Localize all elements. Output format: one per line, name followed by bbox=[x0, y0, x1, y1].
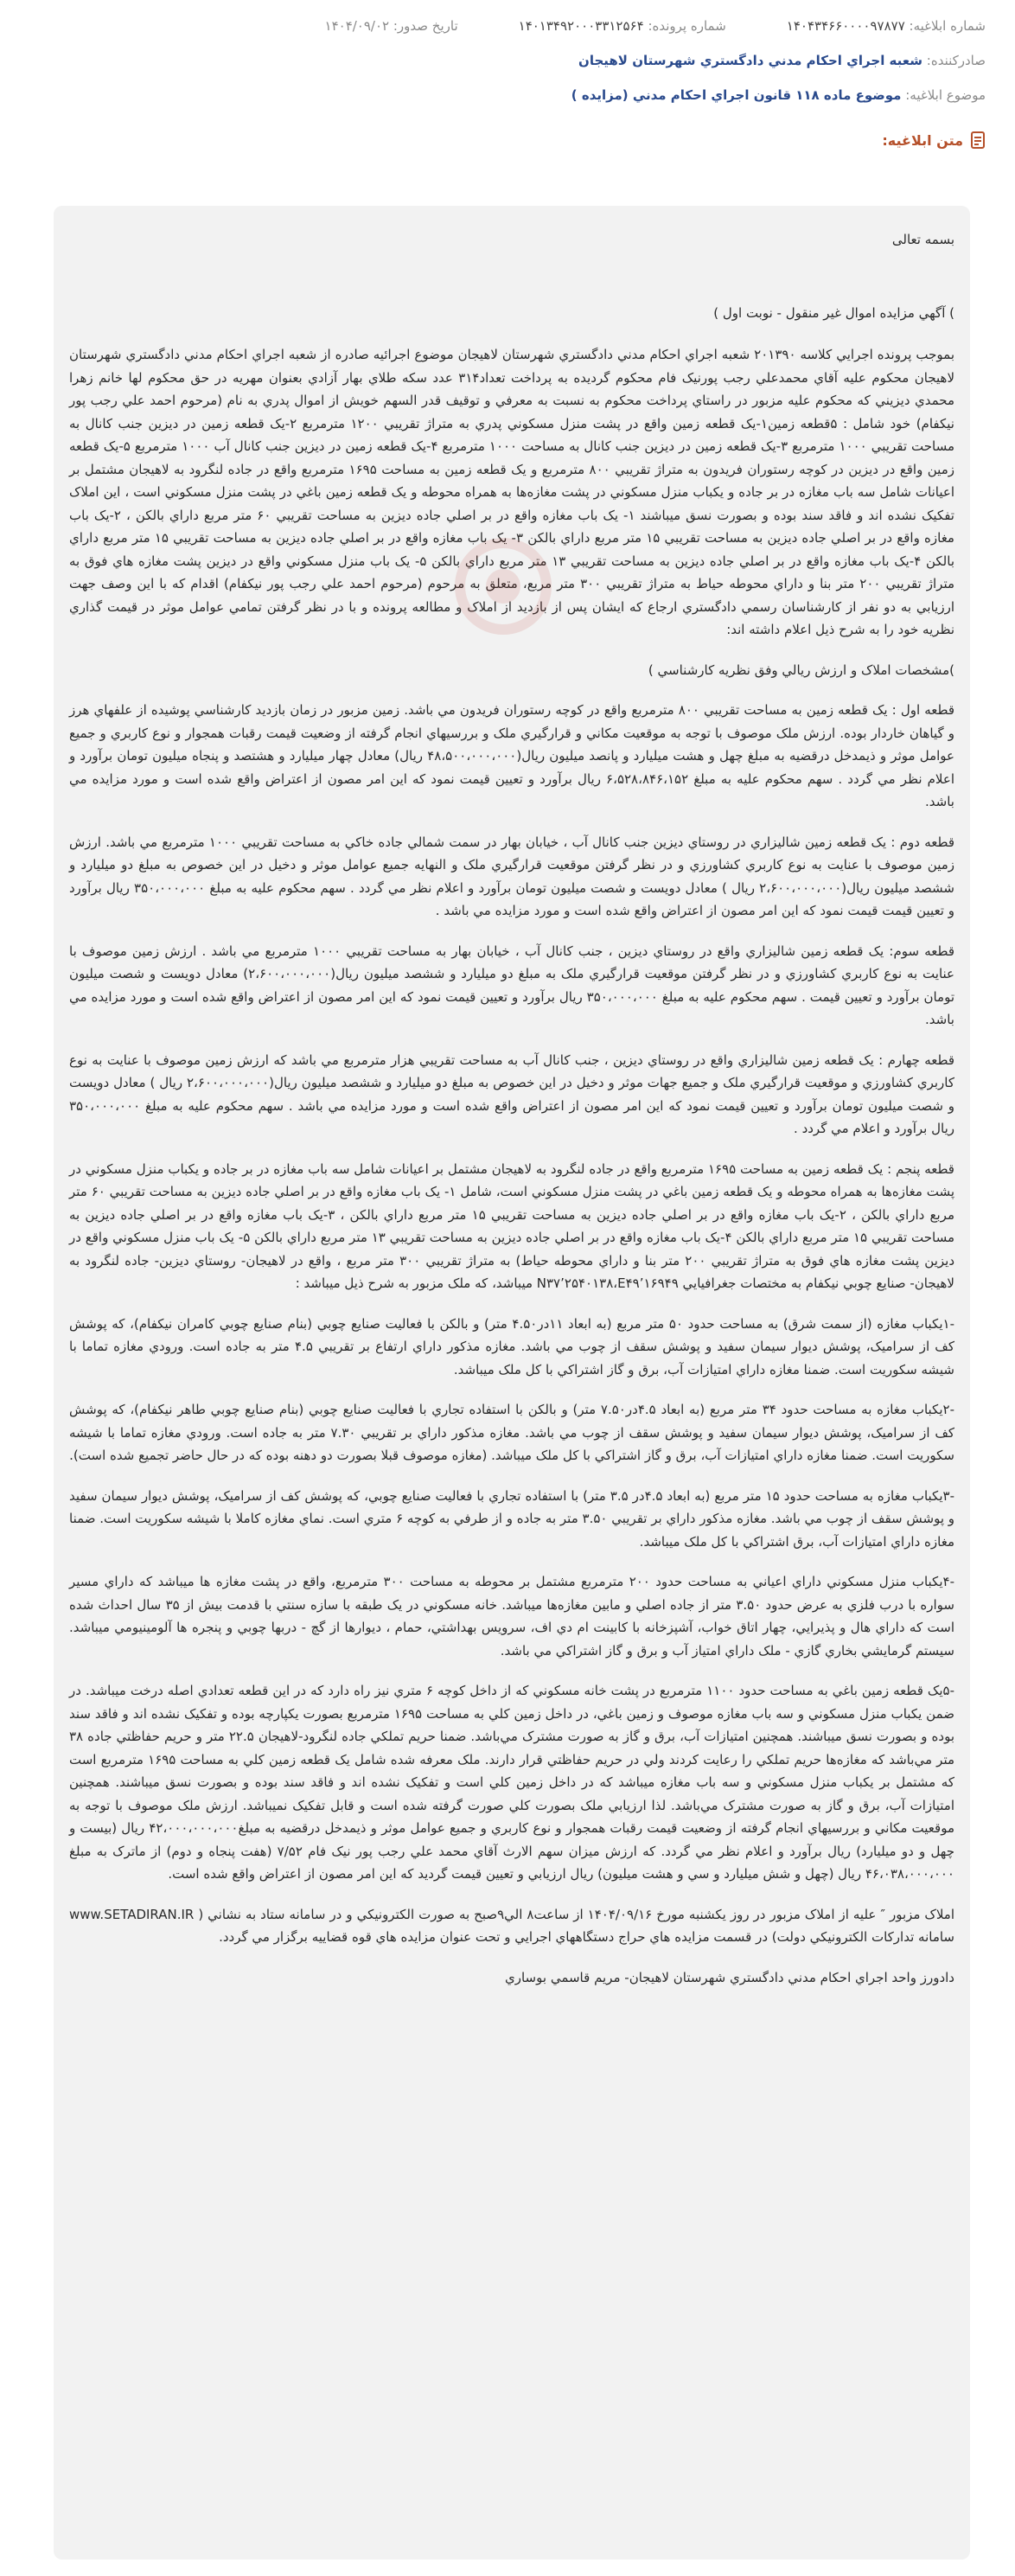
issuer-row bbox=[29, 50, 986, 71]
notice-number bbox=[787, 16, 986, 36]
subject-label: موضوع ابلاغیه: bbox=[905, 87, 986, 103]
issue-date-label: تاریخ صدور: bbox=[393, 18, 458, 34]
emblem-watermark-icon bbox=[451, 534, 555, 638]
shop-2-paragraph: -۲يکباب مغازه به مساحت حدود ۳۴ متر مربع (به ابعاد ۴.۵در۷.۵۰ متر) و بالکن با استفاده تجاري با فعاليت صنايع چوبي (بنام صنايع چوبي طاهر نيکفام)، که پوشش کف از سراميک، پوشش ديوار سيمان سفيد و پوشش سقف از چوب مي باشد. مغازه مذکور داراي بر تقريبي ۷.۳۰ متر به جاده است. ورودي مغازه تماما با شيشه سکوريت است. ضمنا مغازه داراي امتيازات آب، برق و گاز اشتراکي با کل ملک ميباشد. (مغازه موصوف قبلا بصورت دو دهنه بوده که در حال حاضر تجميع شده است). bbox=[69, 1402, 954, 1463]
subject-row bbox=[29, 85, 986, 105]
subject-value: موضوع ماده ۱۱۸ قانون اجراي احکام مدني (مزايده ) bbox=[571, 87, 902, 103]
parcel-4-paragraph: قطعه چهارم : يک قطعه زمين شاليزاري واقع در روستاي ديزين ، جنب کانال آب به مساحت تقريبي هزار مترمربع مي باشد که ارزش زمين موصوف با عنايت به نوع کاربري کشاورزي و موقعيت قرارگيري ملک و جميع جهات موثر و دخيل در اين خصوص به مبلغ دو ميليارد و ششصد ميليون ريال(۲،۶۰۰،۰۰۰،۰۰۰ ريال ) معادل دويست و شصت ميليون تومان برآورد و تعيين قيمت نمود که اين امر مصون از اعتراض واقع شده است و مورد مزايده مي باشد . سهم محکوم عليه به مبلغ ۳۵۰،۰۰۰،۰۰۰ ريال برآورد و اعلام مي گردد . bbox=[69, 1051, 954, 1136]
notice-header bbox=[0, 0, 1015, 105]
document-icon bbox=[970, 131, 986, 149]
shop-3-paragraph: -۳يکباب مغازه به مساحت حدود ۱۵ متر مربع (به ابعاد ۴.۵در ۳.۵ متر) با استفاده تجاري با فعاليت صنايع چوبي، که پوشش کف از سراميک، پوشش ديوار سيمان سفيد و پوشش سقف از چوب مي باشد. مغازه مذکور داراي بر تقريبي ۳.۵۰ متر به جاده و از طرفي به کوچه ۶ متري است. نماي مغازه کاملا با شيشه سکوريت است. ضمنا مغازه داراي امتيازات آب، برق اشتراکي با کل ملک ميباشد. bbox=[69, 1487, 955, 1550]
notice-number-label: شماره ابلاغیه: bbox=[909, 18, 986, 34]
issuer-value: شعبه اجراي احکام مدني دادگستري شهرستان لاهيجان bbox=[578, 53, 922, 68]
garden-paragraph: -۵يک قطعه زمين باغي به مساحت حدود ۱۱۰۰ مترمربع در پشت خانه مسکوني که از داخل کوچه ۶ متري نيز راه دارد که در اين قطعه تعدادي اصله درخت ميباشد. در ضمن يکباب منزل مسکوني و سه باب مغازه موصوف و زمين باغي، در داخل زمين کلي به مساحت ۱۶۹۵ مترمربع بصورت يکپارچه بوده و تفکيک نشده اند و فاقد سند بوده و بصورت نسق ميباشند. همچنين امتيازات آب، برق و گاز به صورت مشترک مي‌باشد. ضمنا حريم تملکي جاده لنگرود-لاهيجان ۲۲.۵ متر و حريم حفاظتي جاده ۳۸ متر مي‌باشد که مغازه‌ها حريم تملکي را رعايت کردند ولي در حريم حفاظتي قرار دارند. ملک معرفه شده شامل يک قطعه زمين کلي به مساحت ۱۶۹۵ مترمربع است که مشتمل بر يکباب منزل مسکوني و سه باب مغازه ميباشد که در داخل زمين کلي است و تفکيک نشده اند و فاقد سند بوده و بصورت نسق ميباشند. همچنين امتيازات آب، برق و گاز به صورت مشترک مي‌باشد. لذا ارزيابي ملک بصورت کلي صورت گرفته شده است و قابل تفکيک نميباشد. ارزش ملک موصوف با توجه به موقعيت مکاني و بررسيهاي انجام گرفته از وضعيت قيمت رقبات همجوار و نوع کاربري و جميع عوامل موثر و ذيمدخل درقضيه به مبلغ۴۲،۰۰۰،۰۰۰،۰۰۰ ريال (بيست و چهل و دو ميليارد) ريال برآورد و اعلام نظر مي گردد. که ارزش ميزان سهم الارث آقاي محمد علي رجب پور نيک فام ۷/۵۲ (هفت پنجاه و دوم) از ماترک به مبلغ ۴۶،۰۳۸،۰۰۰،۰۰۰ ريال (چهل و شش ميليارد و سي و هشت ميليون) ريال ارزيابي و تعيين قيمت گرديد که اين امر مصون از اعتراض واقع شده است. bbox=[69, 1683, 955, 1882]
case-number-label: شماره پرونده: bbox=[648, 18, 726, 34]
auction-schedule-paragraph: املاک مزبور ″ عليه از املاک مزبور در روز يکشنبه مورخ ۱۴۰۴/۰۹/۱۶ از ساعت۸ الي۹صبح به صورت الکترونيکي و در سامانه ستاد به نشاني ( www.SETADIRAN.IR سامانه تدارکات الکترونيکي دولت) در قسمت مزايده هاي حراج دستگاههاي اجرايي و تحت عنوان مزايده هاي قوه قضاييه برگزار مي گردد. bbox=[69, 1906, 954, 1945]
parcel-1-paragraph: قطعه اول : يک قطعه زمين به مساحت تقريبي ۸۰۰ مترمربع واقع در کوچه رستوران فريدون مي باشد. زمين مزبور در زمان بازديد کارشناسي پوشيده از علفهاي هرز و گياهان خاردار بوده. ارزش ملک موصوف با توجه به موقعيت مکاني و قرارگيري ملک و بررسيهاي انجام گرفته از وضعيت قيمت رقبات همجوار و نوع کاربري و جميع عوامل موثر و ذيمدخل درقضيه به مبلغ چهل و هشت ميليارد و پانصد ميليون ريال(۴۸،۵۰۰،۰۰۰،۰۰۰ ريال) معادل چهار ميليارد و هشتصد و پنجاه ميليون تومان برآورد و اعلام نظر مي گردد . سهم محکوم عليه به مبلغ ۶،۵۲۸،۸۴۶،۱۵۲ ريال برآورد و تعيين قيمت نمود که اين امر مصون از اعتراض واقع شده است و مورد مزايده مي باشد. bbox=[69, 702, 954, 809]
issue-date bbox=[325, 16, 458, 36]
spec-title: )مشخصات املاک و ارزش ريالي وفق نظريه کارشناسي ) bbox=[648, 662, 954, 678]
case-number-value: ۱۴۰۱۳۴۹۲۰۰۰۳۳۱۲۵۶۴ bbox=[518, 18, 644, 34]
issue-date-value: ۱۴۰۴/۰۹/۰۲ bbox=[324, 18, 390, 34]
shop-1-paragraph: -۱يکباب مغازه (از سمت شرق) به مساحت حدود ۵۰ متر مربع (به ابعاد ۱۱در۴.۵۰ متر) و بالکن با فعاليت صنايع چوبي (بنام صنايع چوبي کامران نيکفام)، که پوشش کف از سراميک، پوشش ديوار سيمان سفيد و پوشش سقف از چوب مي باشد. مغازه مذکور داراي ارتفاع بر تقريبي ۴.۵ متر به جاده است. ورودي مغازه تماما با شيشه سکوريت است. ضمنا مغازه داراي امتيازات آب، برق و گاز اشتراکي با کل ملک ميباشد. bbox=[69, 1315, 955, 1377]
parcel-2-paragraph: قطعه دوم : يک قطعه زمين شاليزاري در روستاي ديزين جنب کانال آب ، خيابان بهار در سمت شمالي جاده خاکي به مساحت تقريبي ۱۰۰۰ مترمربع مي باشد. ارزش زمين موصوف با عنايت به نوع کاربري کشاورزي و در نظر گرفتن موقعيت قرارگيري ملک و النهايه جميع عوامل موثر و دخيل در اين خصوص به مبلغ دو ميليارد و ششصد ميليون ريال(۲،۶۰۰،۰۰۰،۰۰۰ ريال ) معادل دويست و شصت ميليون تومان برآورد و اعلام نظر مي گردد . سهم محکوم عليه به مبلغ ۳۵۰،۰۰۰،۰۰۰ ريال برآورد و تعيين قيمت قيمت نمود که اين امر مصون از اعتراض واقع شده است و مورد مزايده مي باشد . bbox=[69, 834, 954, 918]
issuer-label: صادرکننده: bbox=[926, 53, 986, 68]
parcel-5-paragraph: قطعه پنجم : يک قطعه زمين به مساحت ۱۶۹۵ مترمربع واقع در جاده لنگرود به لاهيجان مشتمل بر اعيانات شامل سه باب مغازه در بر جاده و يکباب منزل مسکوني در پشت مغازه‌ها به همراه محوطه و يک قطعه زمين باغي در پشت منزل مسکوني است، شامل ۱- يک باب مغازه واقع در بر اصلي جاده ديزين به مساحت تقريبي ۶۰ متر مربع داراي بالکن ، ۲-يک باب مغازه واقع در بر اصلي جاده ديزين به مساحت تقريبي ۱۵ متر مربع داراي بالکن ، ۳-يک باب مغازه واقع در بر اصلي جاده ديزين به مساحت تقريبي ۱۵ متر مربع داراي بالکن ۴-يک باب مغازه واقع در بر اصلي جاده ديزين به مساحت تقريبي ۱۳ متر مربع داراي بالکن ۵- يک باب منزل مسکوني واقع در ديزين پشت مغازه هاي فوق به متراژ تقريبي ۲۰۰ متر بنا و داراي محوطه حياط) به متراژ تقريبي ۳۰۰ متر مربع ، واقع در لاهيجان- روستاي ديزين- جاده لنگرود به لاهيجان- صنايع چوبي نيکفام به مختصات جغرافيايي N۳۷٬۲۵۴۰۱۳۸،E۴۹٬۱۶۹۴۹ ميباشد، که ملک مزبور به شرح ذيل ميباشد : bbox=[69, 1160, 955, 1291]
case-number bbox=[519, 16, 726, 36]
intro-paragraph: بموجب پرونده اجرايي کلاسه ۲۰۱۳۹۰ شعبه اجراي احکام مدني دادگستري شهرستان لاهيجان موضوع اجرائيه صادره از شعبه اجراي احکام مدني دادگستري شهرستان لاهيجان محکوم عليه آقاي محمدعلي رجب پورنيک فام محکوم گرديده به پرداخت تعداد۳۱۴ عدد سکه طلاي بهار آزادي بعنوان مهريه در حق محکوم لها خانم زهرا محمدي ديزيني که محکوم عليه مزبور در راستاي پرداخت محکوم به نسبت به معرفي و توقيف قدر السهم خويش از اموال پدري به نام (مرحوم احمد علي رجب پور نيکفام) خود شامل : ۵قطعه زمين۱-يک قطعه زمين واقع در پشت منزل مسکوني پدري به متراژ تقريبي ۱۲۰۰ مترمربع ۲-يک قطعه زمين در ديزين جنب کانال به مساحت تقريبي ۱۰۰۰ مترمربع ۳-يک قطعه زمين در ديزين جنب کانال به مساحت ۱۰۰۰ مترمربع ۴-يک قطعه زمين در ديزين جنب کانال آب ۱۰۰۰ مترمربع ۵-يک قطعه زمين واقع در ديزين در کوچه رستوران فريدون به متراژ تقريبي ۸۰۰ مترمربع و يک قطعه زمين به مساحت ۱۶۹۵ مترمربع واقع در جاده لنگرود به لاهيجان مشتمل بر اعيانات شامل سه باب مغازه در بر جاده و يکباب منزل مسکوني در پشت مغازه‌ها به همراه محوطه و يک قطعه زمين باغي در پشت منزل مسکوني است ، اين املاک تفکيک نشده اند و فاقد سند بوده و بصورت نسق ميباشند ۱- يک باب مغازه واقع در بر اصلي جاده ديزين به مساحت تقريبي ۶۰ متر مربع داراي بالکن ، ۲-يک باب مغازه واقع در بر اصلي جاده ديزين به مساحت تقريبي ۱۵ متر مربع داراي بالکن ۳- يک باب مغازه واقع در بر اصلي جاده ديزين به مساحت تقريبي ۱۵ متر مربع داراي بالکن ۴-يک باب مغازه واقع در بر اصلي جاده ديزين به مساحت تقريبي ۱۳ متر مربع داراي بالکن ۵- يک باب منزل مسکوني واقع در ديزين پشت مغازه هاي فوق به متراژ تقريبي ۲۰۰ متر بنا و داراي محوطه حياط به متراژ تقريبي ۳۰۰ متر مربع، متعلق به مرحوم (مرحوم احمد علي رجب پور نيکفام) اقدام که با اين وصف جهت ارزيابي به دو نفر از کارشناسان رسمي دادگستري ارجاع که ايشان پس از بازديد از املاک و مطالعه پرونده و با در نظر گرفتن تمامي عوامل موثر در قيمت گذاري نظريه خود را به شرح ذيل اعلام داشته اند: bbox=[69, 347, 955, 637]
notice-body bbox=[54, 206, 970, 2560]
notice-text-title: متن ابلاغیه: bbox=[882, 131, 963, 149]
bismillah: بسمه تعالی bbox=[891, 232, 954, 247]
signature: دادورز واحد اجراي احکام مدني دادگستري شهرستان لاهيجان- مريم قاسمي بوساري bbox=[505, 1969, 954, 1985]
notice-number-value: ۱۴۰۴۳۴۶۶۰۰۰۰۹۷۸۷۷ bbox=[786, 18, 905, 34]
ad-title: ) آگهي مزايده اموال غير منقول - نوبت اول ) bbox=[713, 304, 954, 321]
notice-text-heading bbox=[29, 131, 986, 149]
house-paragraph: -۴يکباب منزل مسکوني داراي اعياني به مساحت حدود ۲۰۰ مترمربع مشتمل بر محوطه به مساحت ۳۰۰ مترمربع، واقع در پشت مغازه ها ميباشد که داراي مسير سواره با درب فلزي به عرض حدود ۳.۵۰ متر از جاده اصلي و مابين مغازه‌ها ميباشد. خانه مسکوني در يک طبقه با سازه سنتي با قدمت بيش از ۳۵ سال احداث شده است که داراي هال و پذيرايي، چهار اتاق خواب، آشپزخانه با کابينت ام دي اف، سرويس بهداشتي، حمام ، ديوارها از گچ - دربها چوبي و پنجره ها آلومينيومي ميباشد. سيستم گرمايشي بخاري گازي - ملک داراي امتياز آب و برق و گاز اشتراکي مي باشد. bbox=[69, 1574, 954, 1659]
header-meta-row bbox=[29, 16, 986, 36]
parcel-3-paragraph: قطعه سوم: يک قطعه زمين شاليزاري واقع در روستاي ديزين ، جنب کانال آب ، خيابان بهار به مساحت تقريبي ۱۰۰۰ مترمربع مي باشد . ارزش زمين موصوف با عنايت به نوع کاربري کشاورزي و در نظر گرفتن موقعيت قرارگيري ملک به مبلغ دو ميليارد و ششصد ميليون ريال(۲،۶۰۰،۰۰۰،۰۰۰) معادل دويست و شصت ميليون تومان برآورد و تعيين قيمت . سهم محکوم عليه به مبلغ ۳۵۰،۰۰۰،۰۰۰ ريال برآورد و تعيين قيمت نمود که اين امر مصون از اعتراض واقع شده است و مورد مزايده مي باشد. bbox=[69, 943, 954, 1027]
